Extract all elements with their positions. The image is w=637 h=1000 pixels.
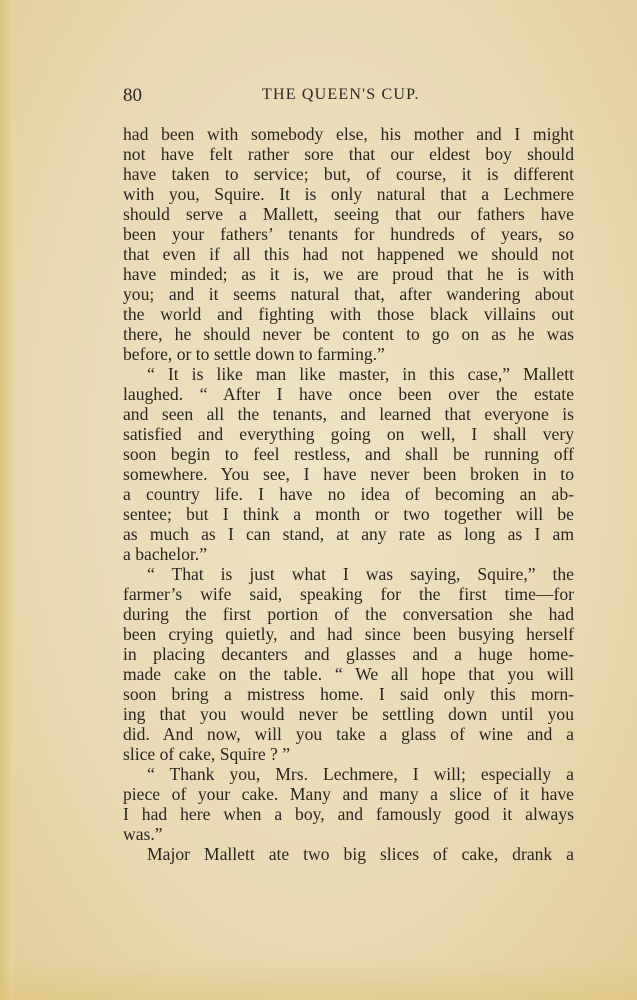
text-line: as much as I can stand, at any rate as long as I am bbox=[123, 524, 574, 544]
text-line: with you, Squire. It is only natural that a Lechmere bbox=[123, 184, 574, 204]
text-line: not have felt rather sore that our eldest boy should bbox=[123, 144, 574, 164]
page-edge-left bbox=[0, 0, 14, 1000]
text-line: a bachelor.” bbox=[123, 544, 208, 564]
text-line: piece of your cake. Many and many a slice of it have bbox=[123, 784, 574, 804]
text-line: “ That is just what I was saying, Squire,” the bbox=[147, 564, 574, 584]
text-line: there, he should never be content to go on as he was bbox=[123, 324, 574, 344]
text-line: farmer’s wife said, speaking for the first time—for bbox=[123, 584, 574, 604]
text-line: have minded; as it is, we are proud that he is with bbox=[123, 264, 574, 284]
text-line: soon begin to feel restless, and shall be running off bbox=[123, 444, 574, 464]
text-line: and seen all the tenants, and learned that everyone is bbox=[123, 404, 574, 424]
text-line: “ It is like man like master, in this case,” Mallett bbox=[147, 364, 574, 384]
text-line: that even if all this had not happened we should not bbox=[123, 244, 574, 264]
text-line: satisfied and everything going on well, I shall very bbox=[123, 424, 574, 444]
text-line: before, or to settle down to farming.” bbox=[123, 344, 385, 364]
text-line: soon bring a mistress home. I said only this morn- bbox=[123, 684, 574, 704]
text-line: laughed. “ After I have once been over the estate bbox=[123, 384, 574, 404]
text-line: have taken to service; but, of course, it is different bbox=[123, 164, 574, 184]
text-line: should serve a Mallett, seeing that our fathers have bbox=[123, 204, 574, 224]
text-line: did. And now, will you take a glass of wine and a bbox=[123, 724, 574, 744]
text-line: had been with somebody else, his mother and I might bbox=[123, 124, 574, 144]
text-line: slice of cake, Squire ? ” bbox=[123, 744, 291, 764]
text-line: ing that you would never be settling down until you bbox=[123, 704, 574, 724]
text-line: been crying quietly, and had since been busying herself bbox=[123, 624, 574, 644]
text-line: you; and it seems natural that, after wandering about bbox=[123, 284, 574, 304]
text-line: somewhere. You see, I have never been broken in to bbox=[123, 464, 574, 484]
text-line: in placing decanters and glasses and a huge home- bbox=[123, 644, 574, 664]
page-edge-bottom bbox=[0, 960, 637, 1000]
text-line: I had here when a boy, and famously good it always bbox=[123, 804, 574, 824]
page-number: 80 bbox=[123, 85, 142, 106]
text-line: been your fathers’ tenants for hundreds of years, so bbox=[123, 224, 574, 244]
text-line: during the first portion of the conversation she had bbox=[123, 604, 574, 624]
text-line: Major Mallett ate two big slices of cake, drank a bbox=[147, 844, 574, 864]
text-line: the world and fighting with those black villains out bbox=[123, 304, 574, 324]
text-line: made cake on the table. “ We all hope that you will bbox=[123, 664, 574, 684]
text-line: sentee; but I think a month or two together will be bbox=[123, 504, 574, 524]
text-line: a country life. I have no idea of becoming an ab- bbox=[123, 484, 574, 504]
running-title: THE QUEEN'S CUP. bbox=[262, 86, 420, 103]
body-text bbox=[123, 124, 574, 864]
text-line: “ Thank you, Mrs. Lechmere, I will; especially a bbox=[147, 764, 574, 784]
text-line: was.” bbox=[123, 824, 163, 844]
